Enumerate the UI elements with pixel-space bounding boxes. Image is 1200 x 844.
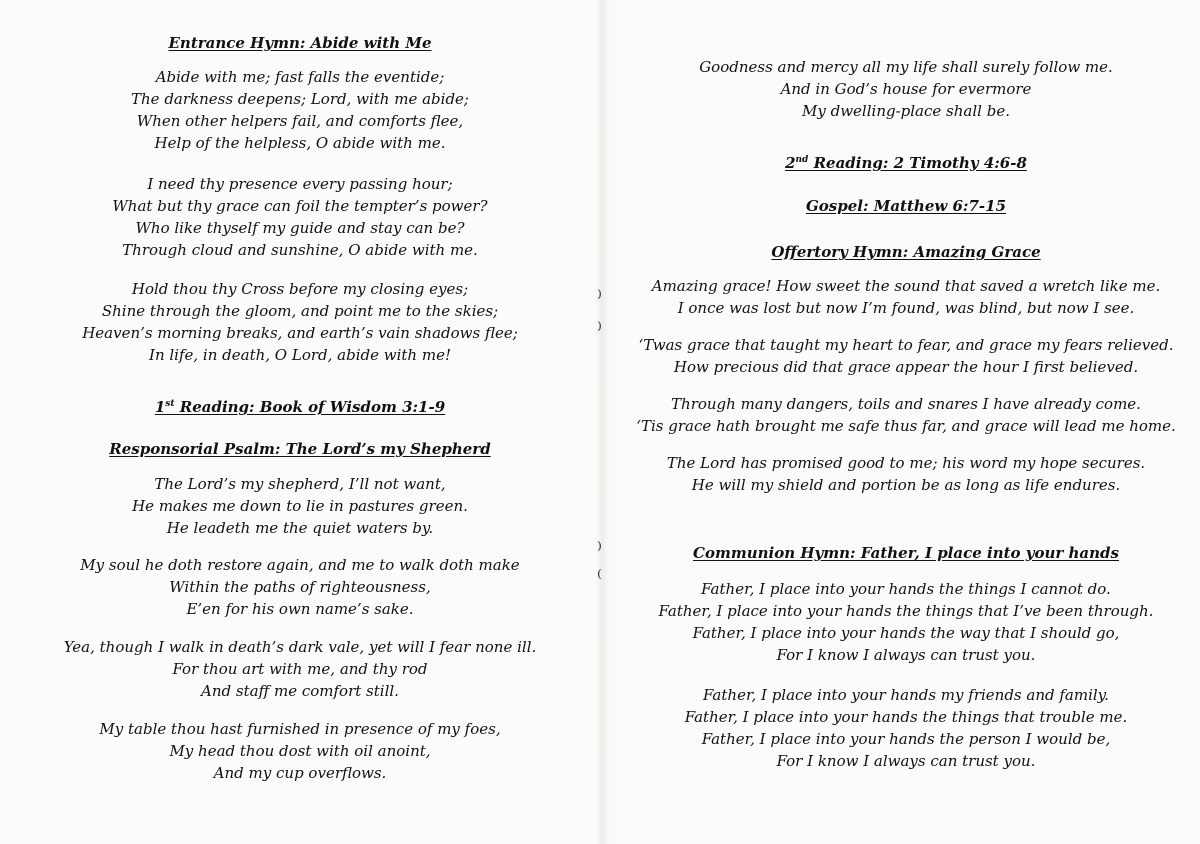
hymn-line: He will my shield and portion be as long as life endures. (691, 476, 1121, 494)
hymn-line: Heaven’s morning breaks, and earth’s vain shadows flee; (82, 324, 518, 342)
hymn-line: My head thou dost with oil anoint, (169, 742, 431, 760)
second-reading-text: Reading: 2 Timothy 4:6-8 (808, 154, 1027, 172)
staple-top-lower: ⁾ (597, 317, 602, 341)
hymn-line: For thou art with me, and thy rod (172, 660, 428, 678)
communion-hymn-heading: Communion Hymn: Father, I place into your hands (693, 544, 1119, 562)
hymn-line: In life, in death, O Lord, abide with me! (149, 346, 451, 364)
hymn-line: For I know I always can trust you. (776, 752, 1036, 770)
hymn-line: When other helpers fail, and comforts flee, (136, 112, 464, 130)
hymn-line: And staff me comfort still. (201, 682, 399, 700)
hymn-line: Father, I place into your hands the way that I should go, (692, 624, 1120, 642)
hymn-line: My table thou hast furnished in presence of my foes, (99, 720, 501, 738)
communion-stanza-2 (612, 684, 1200, 772)
offertory-hymn-heading: Offertory Hymn: Amazing Grace (771, 243, 1041, 261)
first-reading-suffix: st (165, 399, 175, 409)
hymn-line: Amazing grace! How sweet the sound that saved a wretch like me. (651, 277, 1161, 295)
hymn-line: I once was lost but now I’m found, was blind, but now I see. (677, 299, 1135, 317)
first-reading-heading (0, 394, 600, 417)
hymn-line: The darkness deepens; Lord, with me abide; (131, 90, 469, 108)
first-reading-text: Reading: Book of Wisdom 3:1-9 (174, 398, 446, 416)
communion-stanza-1 (612, 578, 1200, 666)
staple-top-upper: ⁾ (597, 285, 602, 309)
hymn-line: I need thy presence every passing hour; (147, 175, 453, 193)
hymn-line: He makes me down to lie in pastures green. (132, 497, 468, 515)
hymn-line: For I know I always can trust you. (776, 646, 1036, 664)
hymn-line: What but thy grace can foil the tempter’s power? (112, 197, 488, 215)
second-reading-ordinal: 2 (785, 154, 796, 172)
entrance-stanza-1 (0, 66, 600, 154)
offertory-stanza-3 (612, 393, 1200, 437)
staple-bottom-upper: ⁾ (597, 537, 602, 561)
first-reading-ordinal: 1 (154, 398, 166, 416)
second-reading-suffix: nd (795, 155, 809, 165)
second-reading-heading (612, 150, 1200, 173)
hymn-line: How precious did that grace appear the hour I first believed. (673, 358, 1139, 376)
gospel-heading: Gospel: Matthew 6:7-15 (805, 197, 1007, 215)
hymn-line: Who like thyself my guide and stay can be? (135, 219, 465, 237)
entrance-stanza-3 (0, 278, 600, 366)
hymn-line: And my cup overflows. (213, 764, 387, 782)
psalm-stanza-5 (612, 56, 1200, 122)
entrance-hymn-heading: Entrance Hymn: Abide with Me (168, 34, 432, 52)
hymn-line: My soul he doth restore again, and me to walk doth make (80, 556, 520, 574)
hymn-line: Abide with me; fast falls the eventide; (155, 68, 445, 86)
hymn-line: Yea, though I walk in death’s dark vale, yet will I fear none ill. (63, 638, 537, 656)
psalm-stanza-3 (0, 636, 600, 702)
offertory-stanza-4 (612, 452, 1200, 496)
page-crease (596, 0, 610, 844)
hymn-line: The Lord’s my shepherd, I’ll not want, (154, 475, 446, 493)
hymn-line: He leadeth me the quiet waters by. (166, 519, 434, 537)
psalm-heading: Responsorial Psalm: The Lord’s my Shepherd (109, 440, 491, 458)
psalm-stanza-2 (0, 554, 600, 620)
hymn-line: The Lord has promised good to me; his word my hope secures. (666, 454, 1146, 472)
offertory-stanza-1 (612, 275, 1200, 319)
entrance-stanza-2 (0, 173, 600, 261)
hymn-line: Goodness and mercy all my life shall surely follow me. (699, 58, 1113, 76)
hymn-line: E’en for his own name’s sake. (186, 600, 414, 618)
hymn-line: Father, I place into your hands the things that I’ve been through. (658, 602, 1154, 620)
hymn-line: Father, I place into your hands my friends and family. (703, 686, 1109, 704)
hymn-line: Hold thou thy Cross before my closing eyes; (131, 280, 469, 298)
hymn-line: Within the paths of righteousness, (169, 578, 431, 596)
hymn-line: Father, I place into your hands the things I cannot do. (701, 580, 1111, 598)
psalm-stanza-1 (0, 473, 600, 539)
hymn-line: Help of the helpless, O abide with me. (154, 134, 446, 152)
staple-bottom-lower: ⁽ (597, 565, 602, 589)
hymn-line: Through cloud and sunshine, O abide with me. (122, 241, 478, 259)
hymn-line: Through many dangers, toils and snares I have already come. (671, 395, 1141, 413)
hymn-line: ‘Twas grace that taught my heart to fear, and grace my fears relieved. (638, 336, 1174, 354)
offertory-stanza-2 (612, 334, 1200, 378)
hymn-line: Father, I place into your hands the person I would be, (701, 730, 1111, 748)
hymn-line: Shine through the gloom, and point me to the skies; (101, 302, 499, 320)
hymn-line: And in God’s house for evermore (780, 80, 1032, 98)
psalm-stanza-4 (0, 718, 600, 784)
right-page (612, 0, 1200, 844)
hymn-line: My dwelling-place shall be. (802, 102, 1010, 120)
hymn-line: Father, I place into your hands the things that trouble me. (684, 708, 1128, 726)
hymn-line: ‘Tis grace hath brought me safe thus far, and grace will lead me home. (636, 417, 1176, 435)
